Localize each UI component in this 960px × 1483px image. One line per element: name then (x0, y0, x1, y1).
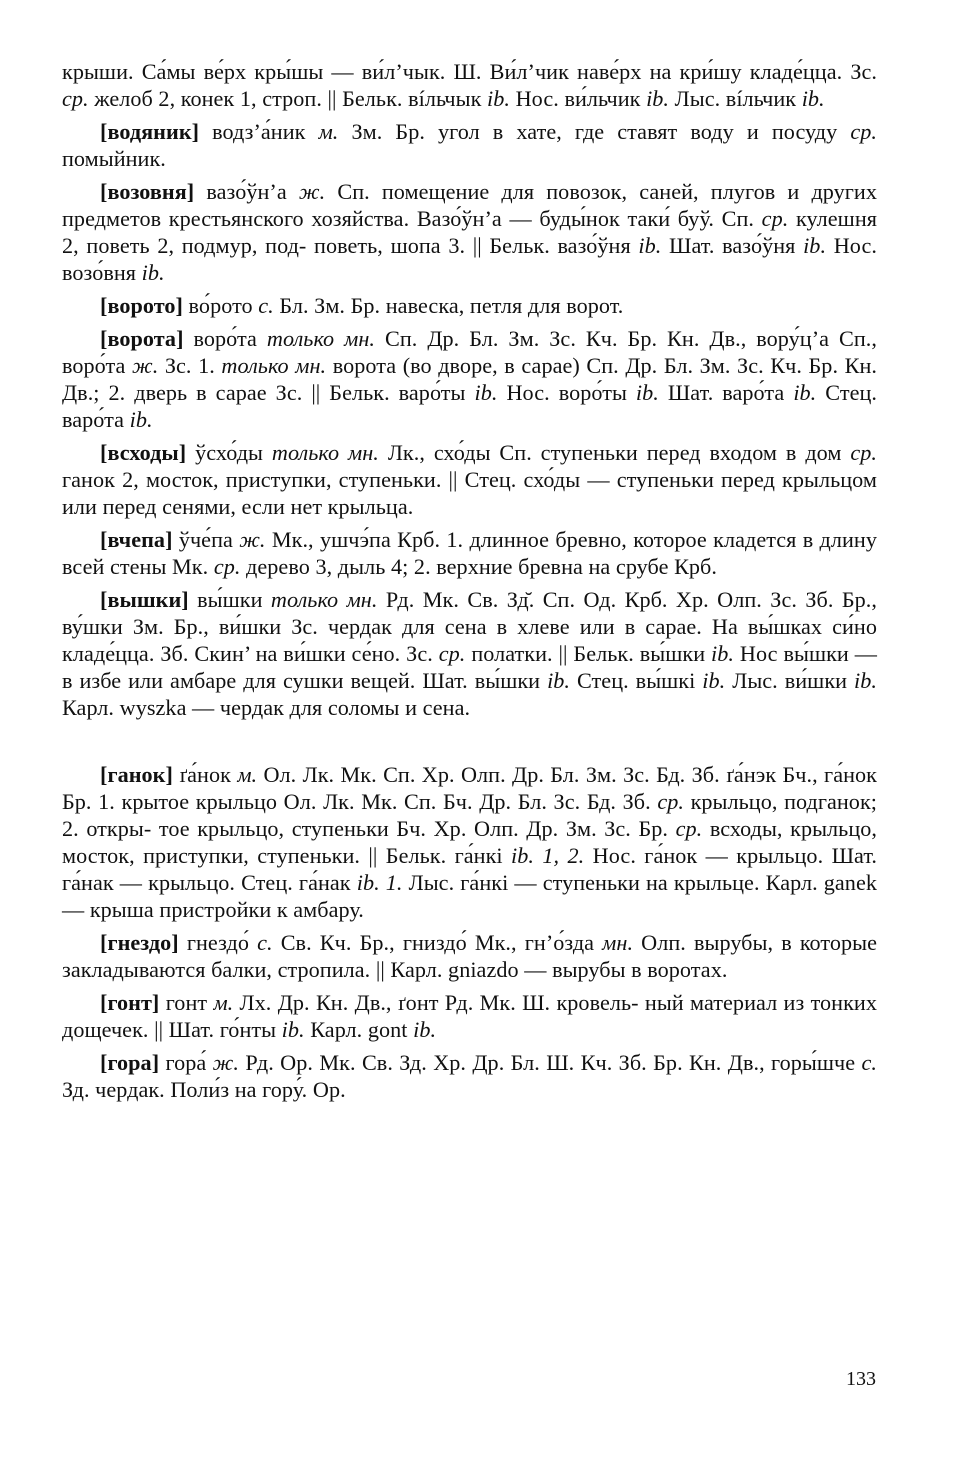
entry-text: Мк., ушчэ́па Крб. 1. длинное бревно, которое кладется в длину всей стены Мк. (62, 527, 877, 579)
dictionary-entry (62, 1049, 877, 1103)
dictionary-text (62, 58, 877, 1109)
entry-text: крыши. Са́мы ве́рх кры́шы — ви́л’чык. Ш. Ви́л’чик наве́рх на кри́шу кладе́цца. Зс. (62, 59, 877, 84)
entry-italic: ib. (635, 380, 659, 405)
dictionary-entry (62, 586, 877, 721)
entry-italic: ср. (850, 119, 877, 144)
entry-text: Зс. 1. (158, 353, 222, 378)
entry-text: гонт (159, 990, 214, 1015)
entry-text: всходы, крыльцо, мосток, приступки, ступеньки. || Бельк. га́нкі (62, 816, 877, 868)
entry-italic: ib. (854, 668, 877, 693)
entry-italic: м. (213, 990, 234, 1015)
entry-text: вазо́ўн’а (194, 179, 299, 204)
entry-headword: [гнездо] (100, 930, 179, 955)
entry-italic: с. (257, 930, 273, 955)
entry-continuation (62, 58, 877, 112)
entry-italic: ib. (803, 233, 827, 258)
dictionary-entry (62, 761, 877, 923)
entry-italic: ib. (711, 641, 734, 666)
entry-text: Карл. wyszka — чердак для соломы и сена. (62, 695, 471, 720)
entry-text: гнездо́ (178, 930, 258, 955)
entry-text: Лыс. га́нкі — ступеньки на крыльце. Карл. ganek — крыша пристройки к амбару. (62, 870, 877, 922)
entry-text: Зм. Бр. угол в хате, где ставят воду и посуду (338, 119, 851, 144)
entry-text: Сп. помещение для повозок, саней, плугов и других предметов крестьянского хозяйства. Вазо́ўн’а — буды́нок таки́ буў. Сп. (62, 179, 877, 231)
entry-text: Нос. га́нок — крыльцо. Шат. га́нак — крыльцо. Стец. га́нак (62, 843, 877, 895)
entry-italic: ib. (141, 260, 165, 285)
entry-headword: [вышки] (100, 587, 189, 612)
entry-text: Нос. воро́ты (497, 380, 636, 405)
entry-text: Рд. Ор. Мк. Св. Зд. Хр. Др. Бл. Ш. Кч. Зб. Бр. Кн. Дв., горы́шче (238, 1050, 862, 1075)
entry-text: Стец. варо́та (62, 380, 877, 432)
dictionary-entry (62, 526, 877, 580)
entry-italic: ж. (298, 179, 326, 204)
entry-text: Карл. gont (304, 1017, 414, 1042)
entry-text: Олп. вырубы, в которые закладываются балки, стропила. || Карл. gniazdo — вырубы в воротах. (62, 930, 877, 982)
entry-text: водз’а́ник (199, 119, 319, 144)
entry-italic: ср. (438, 641, 466, 666)
entry-text: Шат. вазо́ўня (661, 233, 804, 258)
entry-italic: ib. (487, 86, 510, 111)
entry-text: ганок 2, мосток, приступки, ступеньки. || Стец. схо́ды — ступеньки перед крыльцом или перед сенями, если нет крыльца. (62, 467, 877, 519)
entry-headword: [всходы] (100, 440, 187, 465)
entry-text: Зд. чердак. Поли́з на гору́. Ор. (62, 1077, 346, 1102)
entry-italic: только мн. (266, 326, 376, 351)
entry-italic: только мн. (270, 587, 378, 612)
entry-headword: [ганок] (100, 762, 173, 787)
entry-text: Лх. Др. Кн. Дв., ґонт Рд. Мк. Ш. кровель- ный материал из тонких дощечек. || Шат. го́нты (62, 990, 877, 1042)
entry-text: вы́шки (188, 587, 271, 612)
entry-text: Св. Кч. Бр., гниздо́ Мк., гн’о́зда (272, 930, 603, 955)
entry-headword: [гора] (100, 1050, 160, 1075)
page-number: 133 (846, 1368, 876, 1390)
entry-text: гора́ (159, 1050, 213, 1075)
entry-italic: с. (861, 1050, 877, 1075)
entry-italic: ib. (702, 668, 726, 693)
entry-italic: ср. (675, 816, 703, 841)
entry-text: Лыс. вíльчик (669, 86, 802, 111)
entry-headword: [возовня] (100, 179, 195, 204)
entry-text: дерево 3, дыль 4; 2. верхние бревна на срубе Крб. (240, 554, 717, 579)
entry-headword: [водяник] (100, 119, 200, 144)
entry-headword: [вчепа] (100, 527, 173, 552)
entry-text: ўче́па (172, 527, 240, 552)
dictionary-entry (62, 118, 877, 172)
entry-text: ўсхо́ды (186, 440, 272, 465)
dictionary-entry (62, 989, 877, 1043)
entry-headword: [ворота] (100, 326, 184, 351)
entry-text: кулешня 2, поветь 2, подмур, под- поветь, шопа 3. || Бельк. вазо́ўня (62, 206, 877, 258)
entry-italic: ib. (547, 668, 571, 693)
entry-text: Ол. Лк. Мк. Сп. Хр. Олп. Др. Бл. Зм. Зс. Бд. Зб. ґа́нэк Бч., га́нок Бр. 1. крытое крыльцо Ол. Лк. Мк. Сп. Бч. Др. Бл. Зс. Бд. Зб. (62, 762, 877, 814)
entry-italic: ib. (638, 233, 662, 258)
entry-italic: ib. (413, 1017, 437, 1042)
entry-italic: ж. (239, 527, 266, 552)
dictionary-entry (62, 292, 877, 319)
entry-italic: ib. 1, 2. (511, 843, 585, 868)
entry-italic: м. (318, 119, 339, 144)
entry-italic: ib. 1. (356, 870, 403, 895)
entry-text: Стец. вы́шкі (570, 668, 703, 693)
entry-text: крыльцо, подганок; 2. откры- тое крыльцо, ступеньки Бч. Хр. Олп. Др. Зм. Зс. Бр. (62, 789, 877, 841)
dictionary-entry (62, 929, 877, 983)
dictionary-entry (62, 325, 877, 433)
entry-text: Сп. Др. Бл. Зм. Зс. Кч. Бр. Кн. Дв., вору́ц’а Сп., воро́та (62, 326, 877, 378)
entry-text: Лк., схо́ды Сп. ступеньки перед входом в дом (378, 440, 851, 465)
entry-italic: только мн. (271, 440, 379, 465)
entry-italic: ср. (62, 86, 89, 111)
entry-italic: ср. (657, 789, 684, 814)
entry-italic: ср. (213, 554, 241, 579)
entry-italic: ср. (850, 440, 878, 465)
entry-italic: м. (237, 762, 258, 787)
entry-text: Нос. возо́вня (62, 233, 877, 285)
entry-italic: мн. (602, 930, 634, 955)
entry-text: помыйник. (62, 146, 166, 171)
entry-text: воро́та (183, 326, 267, 351)
entry-italic: ж. (212, 1050, 239, 1075)
entry-italic: ib. (129, 407, 153, 432)
entry-headword: [гонт] (100, 990, 160, 1015)
entry-italic: ib. (801, 86, 825, 111)
entry-italic: с. (258, 293, 274, 318)
dictionary-entry (62, 178, 877, 286)
entry-text: Нос. ви́льчик (510, 86, 647, 111)
entry-italic: ср. (761, 206, 789, 231)
entry-text: Бл. Зм. Бр. навеска, петля для ворот. (273, 293, 624, 318)
entry-italic: ib. (793, 380, 817, 405)
entry-italic: ж. (132, 353, 159, 378)
entry-italic: ib. (646, 86, 670, 111)
entry-headword: [ворото] (100, 293, 183, 318)
entry-text: желоб 2, конек 1, строп. || Бельк. вíльчык (88, 86, 488, 111)
entry-text: Рд. Мк. Св. Зд̆. Сп. Од. Крб. Хр. Олп. Зс. Зб. Бр., ву́шки Зм. Бр., ви́шки Зс. чердак для сена в хлеве или в сарае. На вы́шках си́но кладе́цца. Зб. Скин’ на ви́шки се́но. Зс. (62, 587, 877, 666)
entry-text: ворота (во дворе, в сарае) Сп. Др. Бл. Зм. Зс. Кч. Бр. Кн. Дв.; 2. дверь в сарае Зс. || Бельк. варо́ты (62, 353, 877, 405)
entry-text: Шат. варо́та (658, 380, 794, 405)
entry-text: Лыс. ви́шки (725, 668, 855, 693)
entry-text: ґа́нок (172, 762, 238, 787)
entry-text: во́рото (182, 293, 259, 318)
entry-italic: только мн. (221, 353, 327, 378)
entry-italic: ib. (281, 1017, 305, 1042)
dictionary-entry (62, 439, 877, 520)
entry-text: полатки. || Бельк. вы́шки (465, 641, 712, 666)
entry-text: Нос вы́шки — в избе или амбаре для сушки вещей. Шат. вы́шки (62, 641, 878, 693)
entry-italic: ib. (474, 380, 498, 405)
